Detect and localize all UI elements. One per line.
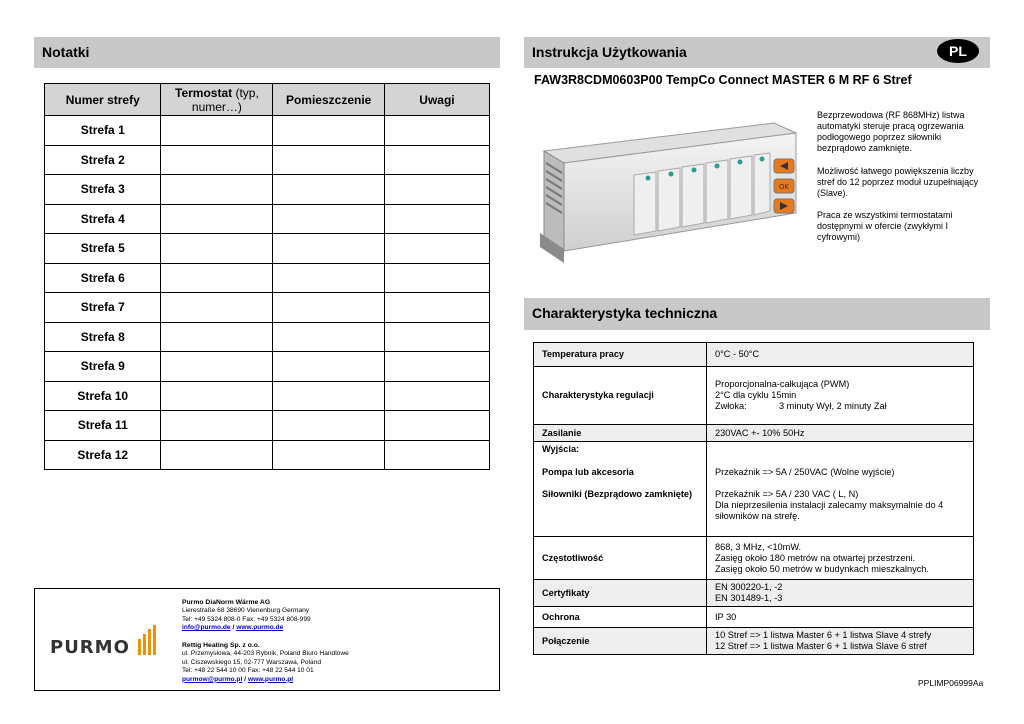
spec-key: Charakterystyka regulacji [534, 367, 707, 425]
table-row [45, 263, 490, 293]
spec-value [707, 580, 974, 607]
product-model: FAW3R8CDM0603P00 TempCo Connect MASTER 6 M RF 6 Stref [534, 73, 912, 87]
company2-address [182, 642, 349, 684]
thermostat-cell [161, 322, 273, 352]
spec-value: 230VAC +- 10% 50Hz [707, 425, 974, 442]
remarks-cell [384, 234, 489, 264]
spec-value-line: 10 Stref => 1 listwa Master 6 + 1 listwa Slave 4 strefy [715, 630, 932, 640]
room-cell [273, 293, 385, 323]
spec-key: Temperatura pracy [534, 343, 707, 367]
spec-row-outputs [534, 442, 974, 537]
thermostat-cell [161, 204, 273, 234]
spec-key: Zasilanie [534, 425, 707, 442]
zone-label: Strefa 10 [45, 381, 161, 411]
table-row [45, 440, 490, 470]
spec-value-line: Zasięg około 180 metrów na otwartej przestrzeni. [715, 552, 916, 563]
spec-row-certificates [534, 580, 974, 607]
room-cell [273, 322, 385, 352]
language-badge: PL [937, 39, 979, 63]
thermostat-cell [161, 145, 273, 175]
spec-value-label: Zwłoka: [715, 401, 747, 411]
spec-value: IP 30 [707, 607, 974, 628]
spec-key: Ochrona [534, 607, 707, 628]
zone-label: Strefa 2 [45, 145, 161, 175]
zone-label: Strefa 12 [45, 440, 161, 470]
spec-key: Połączenie [534, 628, 707, 655]
company2-web-link[interactable]: www.purmo.pl [247, 675, 294, 683]
thermostat-cell [161, 263, 273, 293]
spec-value-text: 3 minuty Wył, 2 minuty Zał [779, 401, 887, 411]
header-room: Pomieszczenie [273, 84, 385, 116]
room-cell [273, 116, 385, 146]
thermostat-cell [161, 352, 273, 382]
remarks-cell [384, 204, 489, 234]
zone-label: Strefa 9 [45, 352, 161, 382]
thermostat-cell [161, 116, 273, 146]
room-cell [273, 411, 385, 441]
room-cell [273, 263, 385, 293]
spec-row-temperature [534, 343, 974, 367]
zone-label: Strefa 8 [45, 322, 161, 352]
room-cell [273, 204, 385, 234]
spec-row-frequency [534, 537, 974, 580]
spec-value [707, 442, 974, 537]
header-remarks: Uwagi [384, 84, 489, 116]
room-cell [273, 440, 385, 470]
table-row [45, 175, 490, 205]
company1-line1: Lierestraße 68 38690 Vienenburg Germany [182, 607, 310, 615]
thermostat-cell [161, 440, 273, 470]
spec-value [707, 537, 974, 580]
company1-email-link[interactable]: info@purmo.de [182, 624, 231, 632]
zone-label: Strefa 6 [45, 263, 161, 293]
room-cell [273, 175, 385, 205]
spec-value-line: EN 301489-1, -3 [715, 593, 783, 603]
header-thermostat-bold: Termostat [175, 85, 233, 100]
spec-key: Częstotliwość [534, 537, 707, 580]
header-thermostat-rest: (typ, numer…) [191, 85, 259, 114]
zone-label: Strefa 3 [45, 175, 161, 205]
room-cell [273, 145, 385, 175]
spec-value-line: Przekaźnik => 5A / 250VAC (Wolne wyjście) [715, 467, 895, 477]
zone-label: Strefa 7 [45, 293, 161, 323]
remarks-cell [384, 440, 489, 470]
zone-label: Strefa 11 [45, 411, 161, 441]
header-zone-number: Numer strefy [45, 84, 161, 116]
description-1: Bezprzewodowa (RF 868MHz) listwa automatyki steruje pracą ogrzewania podłogowego poprzez siłowniki bezprądowo zamknięte. [817, 110, 965, 153]
spec-row-protection [534, 607, 974, 628]
thermostat-cell [161, 411, 273, 441]
thermostat-cell [161, 175, 273, 205]
company2-link-sep: / [242, 675, 248, 683]
room-cell [273, 352, 385, 382]
table-row [45, 322, 490, 352]
remarks-cell [384, 175, 489, 205]
spec-value-line: EN 300220-1, -2 [715, 582, 783, 592]
description-2: Możliwość łatwego powiększenia liczby stref do 12 poprzez moduł uzupełniający (Slave). [817, 166, 979, 198]
spec-key: Certyfikaty [534, 580, 707, 607]
purmo-flame-icon [136, 625, 158, 657]
spec-value-line: Przekaźnik => 5A / 230 VAC ( L, N) [715, 489, 859, 499]
spec-value-line [715, 401, 965, 412]
spec-value-line: 2°C dla cyklu 15min [715, 390, 797, 400]
company1-address [182, 599, 311, 633]
document-number: PPLIMP06999Aa [918, 678, 984, 688]
spec-value-line: 12 Stref => 1 listwa Master 6 + 1 listwa Slave 6 stref [715, 641, 927, 651]
spec-key [534, 442, 707, 537]
zone-label: Strefa 5 [45, 234, 161, 264]
thermostat-cell [161, 234, 273, 264]
zone-label: Strefa 1 [45, 116, 161, 146]
spec-row-regulation [534, 367, 974, 425]
spec-row-power [534, 425, 974, 442]
spec-value-line: Dla nieprzesilenia instalacji zalecamy maksymalnie do 4 siłowników na strefę. [715, 500, 944, 521]
device-ok-label: OK [778, 183, 790, 191]
spec-table [533, 342, 974, 655]
company1-web-link[interactable]: www.purmo.de [236, 624, 284, 632]
thermostat-cell [161, 381, 273, 411]
company1-name: Purmo DiaNorm Wärme AG [182, 599, 271, 606]
room-cell [273, 381, 385, 411]
spec-value-line: Zasięg około 50 metrów w budynkach mieszkalnych. [715, 563, 929, 574]
company2-email-link[interactable]: purmow@purmo.pl [182, 675, 243, 683]
remarks-cell [384, 263, 489, 293]
remarks-cell [384, 322, 489, 352]
manual-title: Instrukcja Użytkowania [524, 37, 990, 68]
company1-line2: Tel: +49 5324 808-0 Fax: +49 5324 808-999 [182, 615, 311, 623]
remarks-cell [384, 145, 489, 175]
spec-value [707, 628, 974, 655]
zones-table-header [45, 84, 490, 116]
remarks-cell [384, 293, 489, 323]
company2-line3: Tel: +48 22 544 10 00 Fax: +48 22 544 10 01 [182, 667, 314, 675]
table-row [45, 234, 490, 264]
company2-name: Rettig Heating Sp. z o.o. [182, 642, 260, 649]
spec-row-connection [534, 628, 974, 655]
spec-value-line: Proporcjonalna-całkująca (PWM) [715, 379, 850, 389]
table-row [45, 204, 490, 234]
company1-link-sep: / [230, 624, 237, 632]
company2-line1: ul. Przemysłowa, 44-203 Rybnik, Poland Biuro Handlowe [182, 650, 349, 658]
spec-value: 0°C - 50°C [707, 343, 974, 367]
spec-key-line: Wyjścia: [542, 444, 580, 454]
description-3: Praca ze wszystkimi termostatami dostępnymi w ofercie (zwykłymi I cyfrowymi) [817, 210, 953, 242]
header-thermostat [161, 84, 273, 116]
logo-wordmark: PURMO [50, 637, 130, 658]
zone-label: Strefa 4 [45, 204, 161, 234]
remarks-cell [384, 116, 489, 146]
spec-key-line: Siłowniki (Bezprądowo zamknięte) [542, 489, 693, 499]
tech-title: Charakterystyka techniczna [524, 298, 990, 330]
room-cell [273, 234, 385, 264]
spec-value-line: 868, 3 MHz, <10mW. [715, 541, 802, 552]
device-illustration [534, 113, 806, 263]
table-row [45, 352, 490, 382]
table-row [45, 293, 490, 323]
spec-value [707, 367, 974, 425]
company2-line2: ul. Ciszewskiego 15, 02-777 Warszawa, Poland [182, 658, 322, 666]
table-row [45, 411, 490, 441]
spec-key-line: Pompa lub akcesoria [542, 467, 634, 477]
table-row [45, 116, 490, 146]
thermostat-cell [161, 293, 273, 323]
remarks-cell [384, 352, 489, 382]
remarks-cell [384, 381, 489, 411]
notes-title: Notatki [34, 37, 500, 68]
zones-table [44, 83, 490, 470]
table-row [45, 381, 490, 411]
table-row [45, 145, 490, 175]
remarks-cell [384, 411, 489, 441]
